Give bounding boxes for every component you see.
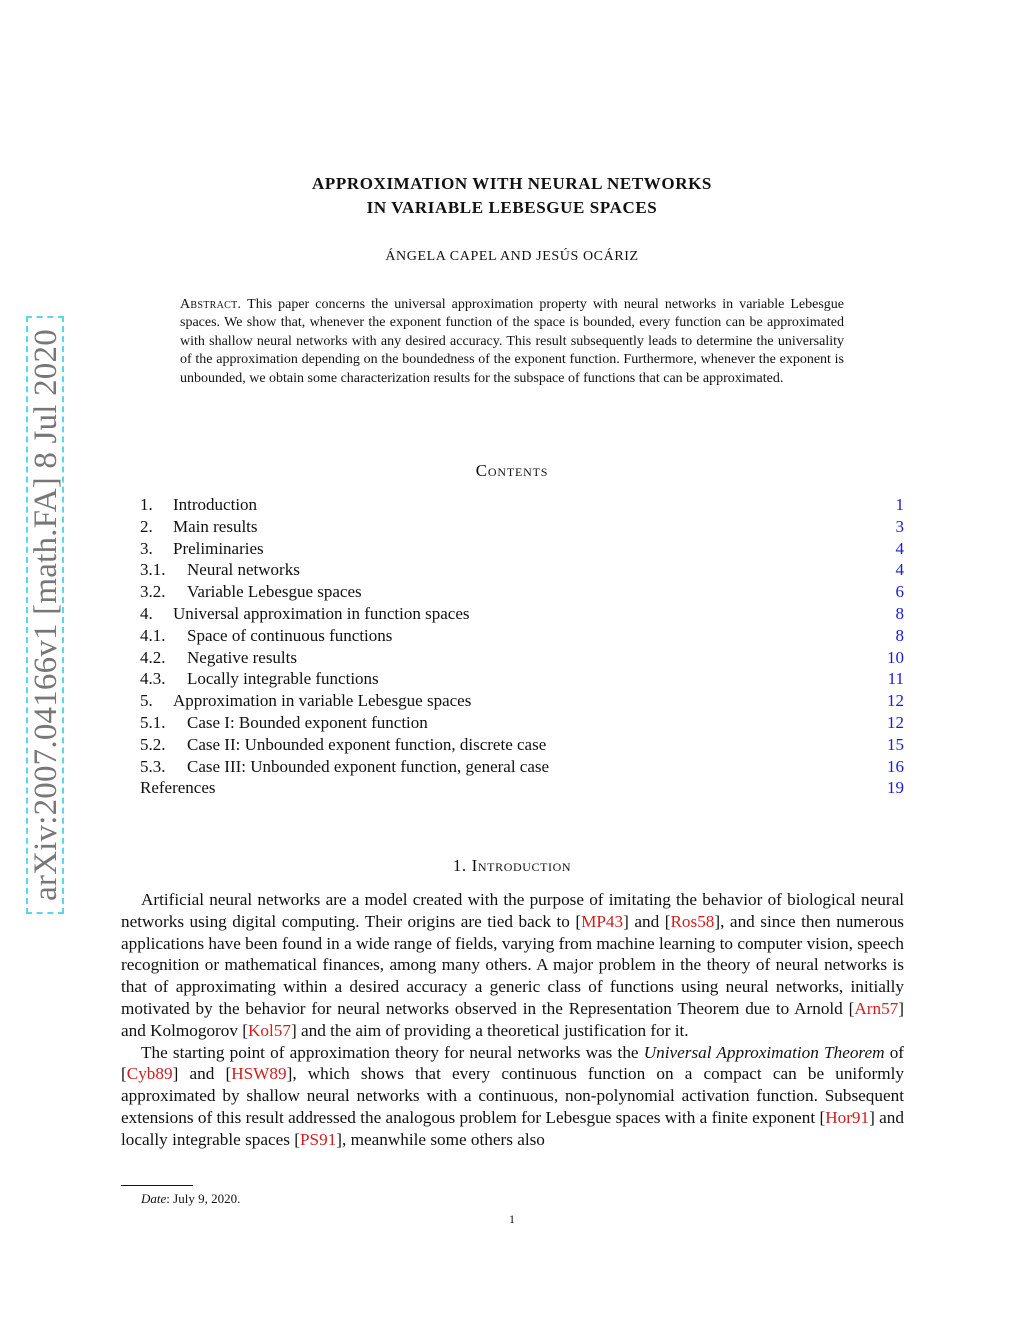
text-run: , which shows that every continuous function on a compact can be uniformly approximated by shallow neural networks with a continuous, non-polynomial activation function. Subsequent extensions of this result addressed the analogous problem for Lebesgue spaces with a finite exponent	[121, 1064, 904, 1127]
abstract	[180, 296, 844, 388]
toc-entry-label[interactable]: Approximation in variable Lebesgue spaces	[173, 691, 472, 711]
text-run: and locally integrable spaces	[121, 1107, 904, 1149]
toc-page-link[interactable]: 1	[895, 495, 904, 514]
paper-title	[0, 172, 1024, 220]
introduction-body	[121, 889, 904, 1151]
text-run: and the aim of providing a theoretical justification for it.	[296, 1020, 689, 1040]
emphasis-text: Universal Approximation Theorem	[643, 1042, 885, 1062]
toc-entry-number: 4.2.	[140, 647, 166, 667]
toc-entry[interactable]	[140, 538, 904, 560]
citation-link[interactable]: Cyb89	[126, 1064, 173, 1084]
toc-entry[interactable]	[140, 690, 904, 712]
citation-link[interactable]: PS91	[299, 1129, 337, 1149]
toc-entry-label[interactable]: Negative results	[187, 647, 297, 667]
toc-page-link[interactable]: 8	[895, 625, 904, 645]
section-heading-introduction	[0, 856, 1024, 876]
section-number: 1.	[452, 856, 467, 875]
abstract-text: This paper concerns the universal approximation property with neural networks in variable Lebesgue spaces. We show that, whenever the exponent function of the space is bounded, every function can be approximated with shallow neural networks with any desired accuracy. This result subsequently leads to determine the universality of the approximation depending on the boundedness of the exponent function. Furthermore, whenever the exponent is unbounded, we obtain some characterization results for the subspace of functions that can be approximated.	[180, 297, 845, 386]
paragraph-1: Artificial neural networks are a model created with the purpose of imitating the behavior of biological neural networks using digital computing. Their origins are tied back to [MP43] and [Ros58], and since then numerous applications have been found in a wide range of fields, varying from machine learning to computer vision, speech recognition or mathematical finances, among many others. A major problem in the theory of neural networks is that of approximating within a desired accuracy a generic class of functions using neural networks, initially motivated by the behavior for neural networks observed in the Representation Theorem due to Arnold [Arn57] and Kolmogorov [Kol57] and the aim of providing a theoretical justification for it.	[121, 890, 904, 1040]
text-run: The starting point of approximation theory for neural networks was the	[141, 1042, 644, 1062]
toc-entry[interactable]	[140, 668, 904, 690]
toc-entry[interactable]	[140, 603, 904, 625]
text-run: and	[628, 911, 665, 931]
toc-entry[interactable]	[140, 625, 904, 647]
text-run: and	[178, 1064, 226, 1084]
toc-page-link[interactable]: 3	[895, 516, 904, 536]
toc-entry-number: 5.	[140, 691, 153, 711]
citation-link[interactable]: Hor91	[825, 1107, 870, 1127]
toc-entry-number: 3.	[140, 538, 153, 558]
toc-page-link[interactable]: 19	[887, 778, 904, 798]
toc-entry-label[interactable]: Case I: Bounded exponent function	[187, 712, 428, 732]
toc-entry-label[interactable]: Space of continuous functions	[187, 625, 393, 645]
toc-entry[interactable]	[140, 756, 904, 778]
citation-link[interactable]: Arn57	[854, 998, 899, 1018]
toc-entry-number: 3.1.	[140, 560, 166, 580]
toc-entry-label[interactable]: Introduction	[173, 495, 258, 514]
toc-entry-number: 5.3.	[140, 756, 166, 776]
toc-entry-number: 1.	[140, 495, 153, 514]
toc-entry[interactable]	[140, 516, 904, 538]
toc-entry-label[interactable]: Locally integrable functions	[187, 669, 379, 689]
toc-entry[interactable]	[140, 581, 904, 603]
title-line-1: APPROXIMATION WITH NEURAL NETWORKS	[312, 174, 712, 193]
toc-entry[interactable]	[140, 559, 904, 581]
abstract-label: Abstract.	[180, 297, 242, 312]
footnote-label: Date	[141, 1191, 167, 1206]
toc-entry-label[interactable]: Universal approximation in function spaces	[173, 603, 470, 623]
toc-page-link[interactable]: 11	[887, 669, 904, 689]
text-run: , and since then numerous applications have been found in a wide range of fields, varying from machine learning to computer vision, speech recognition or mathematical finances, among many others. A major problem in the theory of neural networks is that of approximating within a desired accuracy a generic class of functions using neural networks, initially motivated by the behavior for neural networks observed in the Representation Theorem due to Arnold	[121, 911, 904, 1018]
toc-entry-label[interactable]: References	[140, 778, 216, 798]
toc-entry-label[interactable]: Neural networks	[187, 560, 300, 580]
toc-page-link[interactable]: 4	[895, 538, 904, 558]
toc-page-link[interactable]: 8	[895, 603, 904, 623]
toc-entry-number: 2.	[140, 516, 153, 536]
toc-entry-label[interactable]: Case III: Unbounded exponent function, general case	[187, 756, 550, 776]
toc-page-link[interactable]: 15	[887, 734, 904, 754]
arxiv-stamp[interactable]: arXiv:2007.04166v1 [math.FA] 8 Jul 2020	[28, 329, 64, 901]
table-of-contents	[140, 494, 904, 799]
toc-page-link[interactable]: 10	[887, 647, 904, 667]
toc-entry[interactable]	[140, 734, 904, 756]
page-number: 1	[509, 1212, 515, 1226]
citation-link[interactable]: HSW89	[231, 1064, 287, 1084]
footnote-rule	[121, 1185, 193, 1186]
text-run: , meanwhile some others also	[342, 1129, 545, 1149]
title-line-2: IN VARIABLE LEBESGUE SPACES	[366, 198, 658, 217]
toc-entry-number: 3.2.	[140, 582, 166, 602]
toc-page-link[interactable]: 4	[895, 560, 904, 580]
footnote-text: : July 9, 2020.	[166, 1191, 241, 1206]
toc-entry[interactable]	[140, 494, 904, 516]
text-run: Artificial neural networks are a model created with the purpose of imitating the behavior of biological neural networks using digital computing. Their origins are tied back to	[121, 890, 904, 931]
toc-entry-number: 5.1.	[140, 712, 166, 732]
paragraph-2: The starting point of approximation theory for neural networks was the Universal Approximation Theorem of [Cyb89] and [HSW89], which shows that every continuous function on a compact can be uniformly approximated by shallow neural networks with a continuous, non-polynomial activation function. Subsequent extensions of this result addressed the analogous problem for Lebesgue spaces with a finite exponent [Hor91] and locally integrable spaces [PS91], meanwhile some others also	[121, 1042, 905, 1149]
toc-page-link[interactable]: 16	[887, 756, 904, 776]
toc-entry-label[interactable]: Preliminaries	[173, 538, 264, 558]
citation-link[interactable]: Kol57	[248, 1020, 291, 1040]
text-run: and Kolmogorov	[121, 1020, 243, 1040]
toc-entry-number: 4.	[140, 603, 153, 623]
toc-page-link[interactable]: 6	[895, 582, 904, 602]
contents-heading: Contents	[475, 461, 549, 480]
toc-entry-number: 4.1.	[140, 625, 166, 645]
toc-entry[interactable]	[140, 777, 904, 799]
section-title: Introduction	[471, 856, 572, 875]
citation-link[interactable]: MP43	[581, 911, 624, 931]
citation-link[interactable]: Ros58	[670, 911, 715, 931]
toc-entry[interactable]	[140, 712, 904, 734]
toc-entry-label[interactable]: Case II: Unbounded exponent function, discrete case	[187, 734, 547, 754]
toc-entry-label[interactable]: Variable Lebesgue spaces	[187, 582, 362, 602]
footnote-date	[141, 1191, 240, 1207]
toc-entry-number: 5.2.	[140, 734, 166, 754]
toc-page-link[interactable]: 12	[887, 691, 904, 711]
text-run: of	[884, 1042, 905, 1062]
authors: ÁNGELA CAPEL AND JESÚS OCÁRIZ	[385, 249, 639, 264]
toc-page-link[interactable]: 12	[887, 712, 904, 732]
toc-entry-number: 4.3.	[140, 669, 166, 689]
toc-entry[interactable]	[140, 647, 904, 669]
toc-entry-label[interactable]: Main results	[173, 516, 258, 536]
